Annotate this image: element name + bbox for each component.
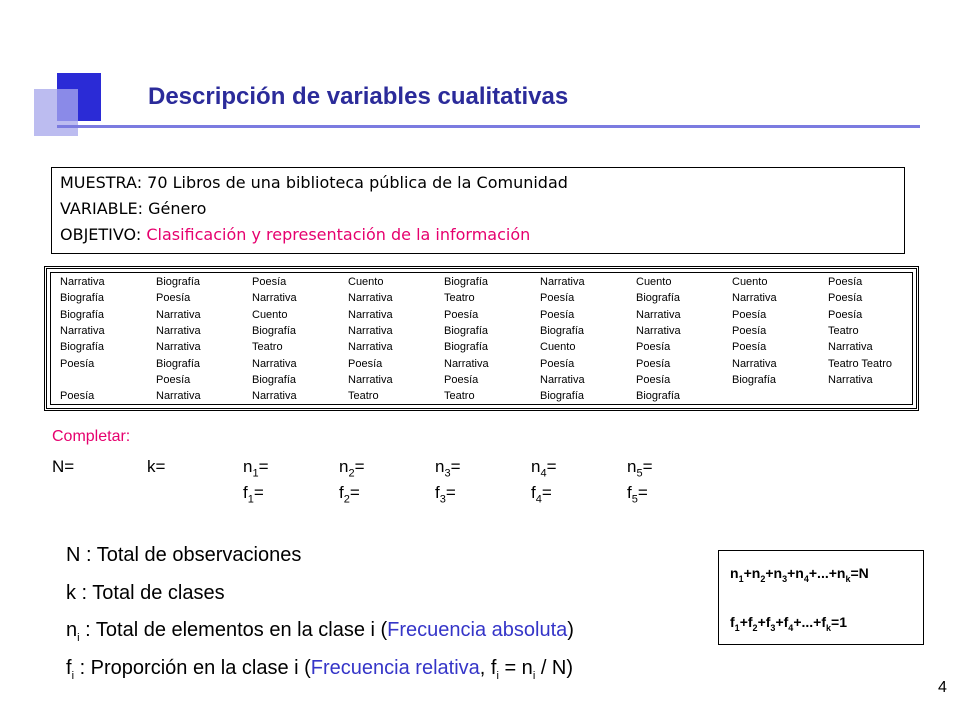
def-fi-end: / N) [535, 657, 574, 679]
table-cell: Poesía [732, 324, 767, 337]
objetivo-label: OBJETIVO: [60, 225, 147, 244]
table-cell: Cuento [732, 276, 768, 288]
table-cell: Biografía [540, 324, 585, 337]
title-decoration-overlap [57, 89, 78, 121]
table-cell: Narrativa [732, 357, 777, 370]
table-cell: Narrativa [252, 357, 297, 370]
formula-letter: f [243, 483, 248, 502]
table-cell: Poesía [540, 292, 575, 305]
formula-equals: = [450, 457, 461, 476]
table-cell: Narrativa [60, 324, 105, 337]
table-cell: Narrativa [540, 276, 585, 288]
formula-f-4 [531, 483, 552, 505]
table-cell: Poesía [348, 357, 383, 370]
table-cell: Biografía [444, 324, 489, 337]
formula-equals: = [637, 483, 648, 502]
sum-letter: f [783, 614, 789, 630]
table-cell: Narrativa [252, 292, 297, 305]
sum-operator: + [765, 565, 774, 581]
def-ni-text: : Total de elementos en la clase i ( [79, 619, 388, 641]
table-cell: Narrativa [348, 292, 393, 305]
table-cell: Cuento [540, 341, 576, 354]
table-cell: Poesía [828, 276, 863, 288]
formula-subscript: 4 [540, 467, 547, 480]
sum-operator: + [775, 614, 784, 630]
table-cell: Teatro [444, 292, 475, 305]
formula-subscript: 1 [247, 493, 254, 506]
table-cell: Narrativa [828, 341, 873, 354]
def-fi-mid: , f [479, 657, 497, 679]
def-fi-text: : Proporción en la clase i ( [74, 657, 311, 679]
table-cell: Biografía [252, 324, 297, 337]
formula-equals: = [253, 483, 264, 502]
def-ni-sub: i [77, 632, 80, 644]
formula-equals: = [541, 483, 552, 502]
table-cell: Teatro [252, 341, 283, 354]
variable-line: VARIABLE: Género [60, 199, 207, 218]
formula-equals: = [445, 483, 456, 502]
sum-equations-box [718, 550, 924, 645]
sum-subscript: 2 [760, 573, 766, 584]
table-cell: Poesía [636, 357, 671, 370]
sum-letter: n [730, 565, 739, 581]
table-cell: Poesía [444, 373, 479, 386]
table-cell: Teatro Teatro [828, 357, 893, 370]
sum-subscript: k [845, 573, 851, 584]
sum-subscript: 1 [734, 622, 740, 633]
def-fi-sub3: i [532, 670, 536, 682]
sum-letter: n [795, 565, 804, 581]
sum-subscript: 3 [782, 573, 788, 584]
formula-f-1 [243, 483, 264, 505]
table-cell: Cuento [348, 276, 384, 288]
formula-f-5 [627, 483, 648, 505]
def-fi-letter: f [66, 657, 72, 679]
table-cell: Biografía [732, 373, 777, 386]
table-cell: Poesía [60, 357, 95, 370]
sum-operator: + [739, 614, 748, 630]
sum-letter: f [747, 614, 753, 630]
formula-subscript: 3 [439, 493, 446, 506]
table-cell: Poesía [60, 390, 95, 403]
sum-letter: n [751, 565, 761, 581]
formula-N: N= [52, 457, 75, 476]
formula-equals: = [546, 457, 557, 476]
sample-description-box [51, 167, 905, 254]
completar-heading: Completar: [52, 428, 131, 445]
sum-f-equation [730, 614, 847, 633]
formula-n-4 [531, 457, 557, 479]
formula-n-3 [435, 457, 461, 479]
def-ni-highlight: Frecuencia absoluta [387, 619, 568, 641]
sum-letter: f [730, 614, 735, 630]
table-cell: Poesía [156, 292, 191, 305]
table-cell: Narrativa [348, 308, 393, 321]
sum-subscript: 4 [788, 622, 794, 633]
formula-letter: n [627, 457, 637, 476]
formula-n-5 [627, 457, 653, 479]
formula-letter: f [339, 483, 344, 502]
def-ni [66, 619, 574, 644]
title-underline [57, 125, 920, 128]
def-k: k : Total de clases [66, 582, 225, 604]
table-cell: Biografía [540, 390, 585, 403]
table-cell: Narrativa [732, 292, 777, 305]
data-table-inner [50, 272, 913, 405]
table-cell: Narrativa [540, 373, 585, 386]
objetivo-line [60, 225, 530, 244]
table-cell: Teatro [348, 390, 379, 403]
sum-operator: + [757, 614, 766, 630]
table-cell: Poesía [540, 357, 575, 370]
table-cell: Poesía [252, 276, 287, 288]
table-cell: Biografía [156, 276, 201, 288]
table-cell: Poesía [636, 373, 671, 386]
table-cell: Biografía [60, 341, 105, 354]
sum-result: =1 [831, 614, 847, 630]
table-cell: Poesía [828, 308, 863, 321]
formula-subscript: 1 [252, 467, 259, 480]
def-fi [66, 657, 573, 682]
table-cell: Biografía [444, 276, 489, 288]
def-fi-highlight: Frecuencia relativa [310, 657, 480, 679]
table-cell: Poesía [156, 373, 191, 386]
table-cell: Teatro [828, 324, 859, 337]
table-cell: Poesía [828, 292, 863, 305]
muestra-line: MUESTRA: 70 Libros de una biblioteca pública de la Comunidad [60, 173, 568, 192]
formula-subscript: 4 [535, 493, 542, 506]
sum-result: =N [850, 565, 869, 581]
table-cell: Narrativa [252, 390, 297, 403]
formula-letter: f [627, 483, 632, 502]
sum-operator: + [787, 565, 796, 581]
sum-subscript: k [826, 622, 832, 633]
sum-subscript: 2 [752, 622, 758, 633]
table-cell: Poesía [540, 308, 575, 321]
sum-operator: +...+ [808, 565, 837, 581]
table-cell: Biografía [252, 373, 297, 386]
formula-letter: f [435, 483, 440, 502]
formula-equals: = [642, 457, 653, 476]
table-cell: Poesía [732, 308, 767, 321]
def-fi-sub2: i [496, 670, 499, 682]
sum-letter: n [773, 565, 783, 581]
table-cell: Cuento [636, 276, 672, 288]
formula-subscript: 2 [343, 493, 350, 506]
def-fi-sub: i [71, 670, 75, 682]
sum-subscript: 3 [770, 622, 776, 633]
table-cell: Biografía [636, 390, 681, 403]
formula-equals: = [349, 483, 360, 502]
table-cell: Narrativa [60, 276, 105, 288]
formula-f-3 [435, 483, 456, 505]
formula-letter: n [531, 457, 541, 476]
page-title: Descripción de variables cualitativas [148, 83, 569, 110]
sum-subscript: 1 [738, 573, 744, 584]
table-cell: Narrativa [828, 373, 873, 386]
def-fi-eq: = n [498, 657, 533, 679]
table-cell: Biografía [60, 308, 105, 321]
table-cell: Biografía [444, 341, 489, 354]
table-cell: Cuento [252, 308, 288, 321]
formula-subscript: 2 [348, 467, 355, 480]
table-cell: Biografía [60, 292, 105, 305]
sum-letter: f [821, 614, 827, 630]
def-N: N : Total de observaciones [66, 544, 302, 566]
formula-subscript: 3 [444, 467, 451, 480]
table-cell: Narrativa [156, 308, 201, 321]
table-cell: Narrativa [444, 357, 489, 370]
data-table [44, 266, 919, 411]
formula-k: k= [147, 457, 166, 476]
formula-letter: n [243, 457, 253, 476]
formula-equals: = [258, 457, 269, 476]
table-cell: Narrativa [348, 373, 393, 386]
table-cell: Narrativa [156, 324, 201, 337]
table-cell: Narrativa [348, 324, 393, 337]
table-cell: Narrativa [348, 341, 393, 354]
sum-subscript: 4 [803, 573, 809, 584]
table-cell: Narrativa [156, 341, 201, 354]
objetivo-text: Clasificación y representación de la información [146, 225, 531, 244]
table-cell: Poesía [636, 341, 671, 354]
sum-letter: n [836, 565, 846, 581]
sum-letter: f [765, 614, 771, 630]
table-cell: Biografía [156, 357, 201, 370]
formula-n-1 [243, 457, 269, 479]
formula-n-2 [339, 457, 365, 479]
table-cell: Poesía [444, 308, 479, 321]
formula-subscript: 5 [636, 467, 643, 480]
table-cell: Narrativa [636, 308, 681, 321]
def-ni-letter: n [66, 619, 78, 641]
sum-operator: +...+ [793, 614, 822, 630]
formula-equals: = [354, 457, 365, 476]
table-cell: Poesía [732, 341, 767, 354]
formula-letter: n [435, 457, 445, 476]
table-cell: Narrativa [156, 390, 201, 403]
sum-n-equation [730, 565, 869, 584]
formula-subscript: 5 [631, 493, 638, 506]
def-ni-close: ) [567, 619, 574, 641]
page-number: 4 [938, 679, 947, 696]
table-cell: Teatro [444, 390, 475, 403]
formula-letter: f [531, 483, 536, 502]
sum-operator: + [743, 565, 752, 581]
table-cell: Biografía [636, 292, 681, 305]
formula-letter: n [339, 457, 349, 476]
table-cell: Narrativa [636, 324, 681, 337]
formula-f-2 [339, 483, 360, 505]
